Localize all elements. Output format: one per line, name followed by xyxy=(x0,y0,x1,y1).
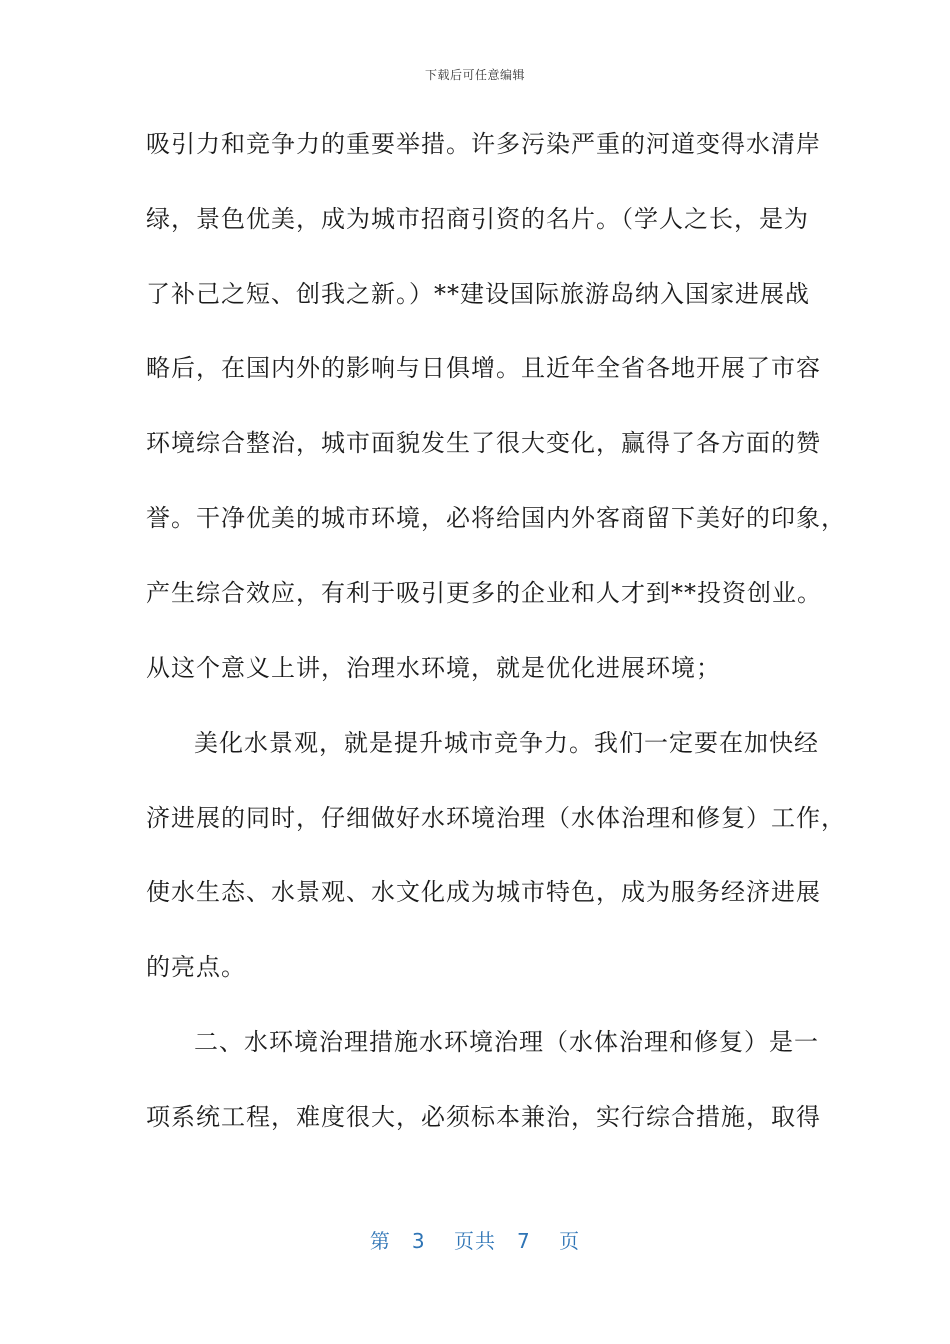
body-line: 二、水环境治理措施水环境治理（水体治理和修复）是一 xyxy=(194,1028,819,1056)
body-line: 略后，在国内外的影响与日俱增。且近年全省各地开展了市容 xyxy=(146,354,821,382)
body-line: 从这个意义上讲，治理水环境，就是优化进展环境； xyxy=(146,654,721,682)
body-line: 使水生态、水景观、水文化成为城市特色，成为服务经济进展 xyxy=(146,878,821,906)
body-line: 了补己之短、创我之新。）**建设国际旅游岛纳入国家进展战 xyxy=(146,280,810,308)
body-line: 项系统工程，难度很大，必须标本兼治，实行综合措施，取得 xyxy=(146,1103,821,1131)
body-line: 济进展的同时，仔细做好水环境治理（水体治理和修复）工作， xyxy=(146,804,846,832)
page-number-footer: 第 3 页共 7 页 xyxy=(369,1229,581,1253)
page-header: 下载后可任意编辑 xyxy=(424,68,525,82)
body-line: 誉。干净优美的城市环境，必将给国内外客商留下美好的印象， xyxy=(146,504,846,532)
body-line: 吸引力和竞争力的重要举措。许多污染严重的河道变得水清岸 xyxy=(146,130,821,158)
body-line: 产生综合效应，有利于吸引更多的企业和人才到**投资创业。 xyxy=(146,579,822,607)
body-line: 的亮点。 xyxy=(146,953,246,981)
body-line: 美化水景观，就是提升城市竞争力。我们一定要在加快经 xyxy=(194,729,819,757)
body-line: 绿，景色优美，成为城市招商引资的名片。（学人之长，是为 xyxy=(146,205,809,233)
body-line: 环境综合整治，城市面貌发生了很大变化，赢得了各方面的赞 xyxy=(146,429,821,457)
